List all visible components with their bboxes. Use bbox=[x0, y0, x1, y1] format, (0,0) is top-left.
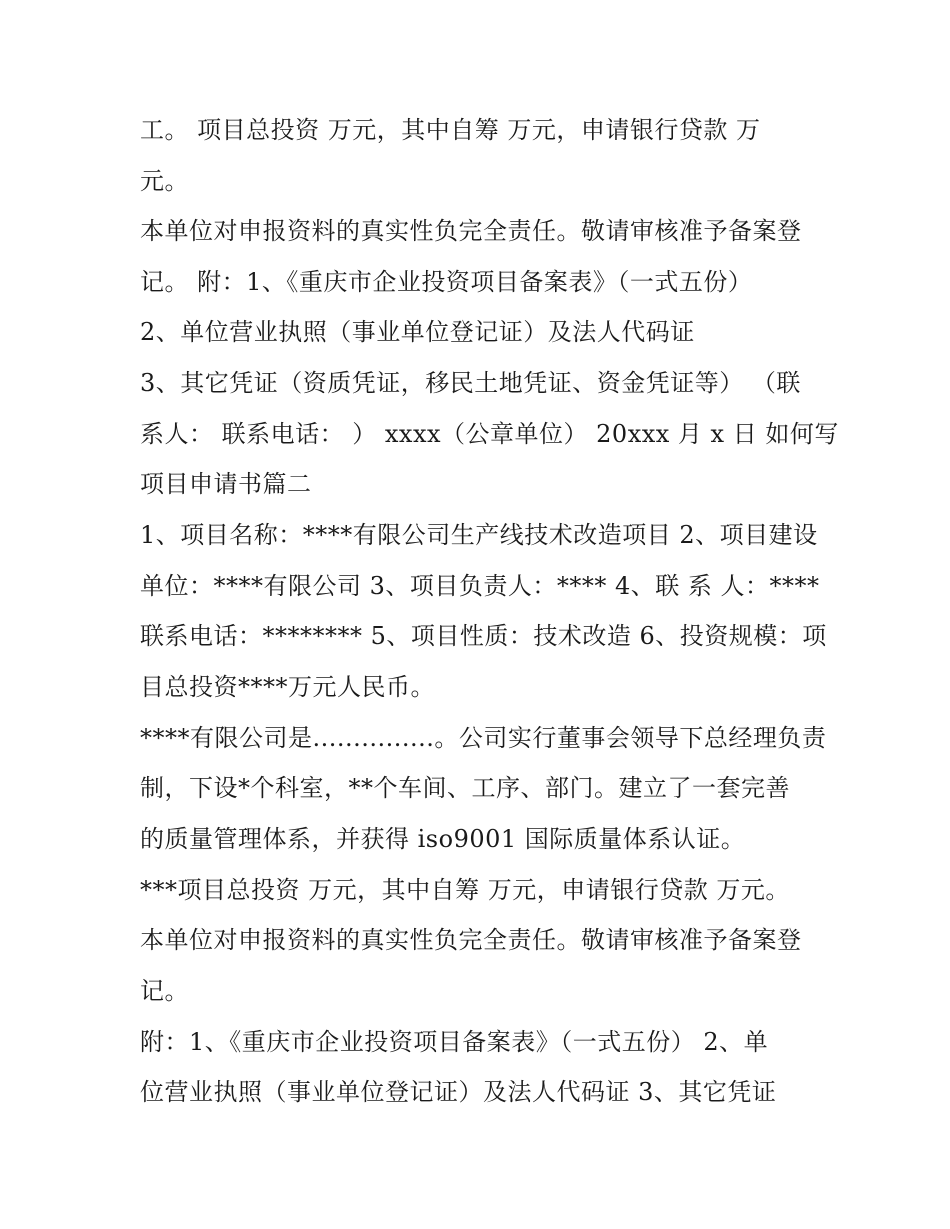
text-line: 本单位对申报资料的真实性负完全责任。敬请审核准予备案登 bbox=[140, 926, 802, 954]
text-line: 附：1、《重庆市企业投资项目备案表》（一式五份） 2、单 bbox=[140, 1028, 769, 1056]
text-line: ****有限公司是...............。公司实行董事会领导下总经理负责 bbox=[140, 724, 827, 752]
text-line: 制，下设*个科室，**个车间、工序、部门。建立了一套完善 bbox=[140, 774, 790, 802]
text-line: 2、单位营业执照（事业单位登记证）及法人代码证 bbox=[140, 318, 695, 346]
text-line: 本单位对申报资料的真实性负完全责任。敬请审核准予备案登 bbox=[140, 217, 802, 245]
text-line: 系人： 联系电话： ） xxxx（公章单位） 20xxx 月 x 日 如何写 bbox=[140, 420, 839, 448]
text-line: 记。 附：1、《重庆市企业投资项目备案表》（一式五份） bbox=[140, 268, 753, 296]
text-line: 的质量管理体系，并获得 iso9001 国际质量体系认证。 bbox=[140, 825, 746, 853]
text-line: 工。 项目总投资 万元，其中自筹 万元，申请银行贷款 万 bbox=[140, 116, 761, 144]
text-line: 目总投资****万元人民币。 bbox=[140, 673, 435, 701]
text-line: 位营业执照（事业单位登记证）及法人代码证 3、其它凭证 bbox=[140, 1078, 777, 1106]
text-line: 1、项目名称：****有限公司生产线技术改造项目 2、项目建设 bbox=[140, 521, 818, 549]
text-line: 3、其它凭证（资质凭证，移民土地凭证、资金凭证等） （联 bbox=[140, 369, 801, 397]
section-heading: 项目申请书篇二 bbox=[140, 470, 312, 498]
text-line: ***项目总投资 万元，其中自筹 万元，申请银行贷款 万元。 bbox=[140, 876, 790, 904]
text-line: 单位：****有限公司 3、项目负责人：**** 4、联 系 人：**** bbox=[140, 572, 820, 600]
text-line: 记。 bbox=[140, 977, 189, 1005]
text-line: 联系电话：******** 5、项目性质：技术改造 6、投资规模：项 bbox=[140, 622, 827, 650]
text-line: 元。 bbox=[140, 167, 189, 195]
